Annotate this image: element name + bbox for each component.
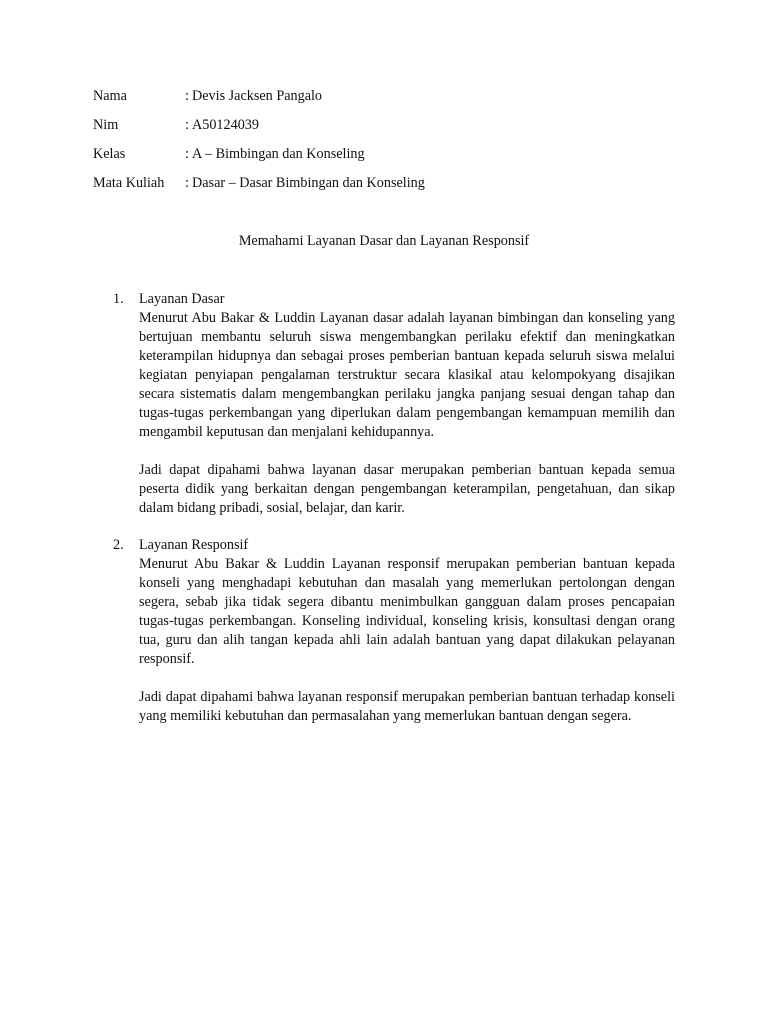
section-paragraph: Jadi dapat dipahami bahwa layanan responsif merupakan pemberian bantuan terhadap konseli yang memiliki kebutuhan dan permasalahan yang memerlukan bantuan dengan segera. bbox=[139, 689, 675, 724]
section-paragraph: Menurut Abu Bakar & Luddin Layanan responsif merupakan pemberian bantuan kepada konseli yang menghadapi kebutuhan dan masalah yang memerlukan pertolongan dengan segera, sebab jika tidak segera dibantu menimbulkan gangguan dalam proses pencapaian tugas-tugas perkembangan. Konseling individual, konseling krisis, konsultasi dengan orang tua, guru dan alih tangan kepada ahli lain adalah bantuan yang dapat dilakukan pelayanan responsif. bbox=[139, 556, 675, 667]
info-row-kelas bbox=[93, 144, 693, 173]
info-separator: : bbox=[185, 117, 189, 133]
info-separator: : bbox=[185, 88, 189, 104]
info-row-nama bbox=[93, 86, 693, 115]
info-label: Mata Kuliah bbox=[93, 175, 165, 191]
section-list bbox=[113, 290, 675, 726]
section-heading: Layanan Responsif bbox=[139, 537, 249, 553]
info-separator: : bbox=[185, 175, 189, 191]
section-heading: Layanan Dasar bbox=[139, 291, 225, 307]
section-paragraph: Jadi dapat dipahami bahwa layanan dasar merupakan pemberian bantuan kepada semua peserta didik yang berkaitan dengan pengembangan keterampilan, pengetahuan, dan sikap dalam bidang pribadi, sosial, belajar, dan karir. bbox=[139, 462, 675, 516]
info-value: A50124039 bbox=[192, 117, 259, 133]
info-label: Kelas bbox=[93, 146, 126, 162]
document-title: Memahami Layanan Dasar dan Layanan Responsif bbox=[238, 233, 530, 249]
section-layanan-responsif bbox=[113, 536, 675, 726]
info-value: Dasar – Dasar Bimbingan dan Konseling bbox=[192, 175, 425, 191]
section-number: 2. bbox=[113, 537, 124, 553]
section-number: 1. bbox=[113, 291, 124, 307]
section-layanan-dasar bbox=[113, 290, 675, 518]
info-row-nim bbox=[93, 115, 693, 144]
student-info bbox=[93, 86, 693, 202]
info-value: Devis Jacksen Pangalo bbox=[192, 88, 323, 104]
info-separator: : bbox=[185, 146, 189, 162]
info-row-mata-kuliah bbox=[93, 173, 693, 202]
section-paragraph: Menurut Abu Bakar & Luddin Layanan dasar adalah layanan bimbingan dan konseling yang bertujuan membantu seluruh siswa mengembangkan perilaku efektif dan meningkatkan keterampilan hidupnya dan sebagai proses pemberian bantuan kepada seluruh siswa melalui kegiatan penyiapan pengalaman terstruktur secara klasikal atau kelompokyang disajikan secara sistematis dalam mengembangkan perilaku jangka panjang sesuai dengan tahap dan tugas-tugas perkembangan yang diperlukan dalam pengembangan kemampuan memilih dan mengambil keputusan dan menjalani kehidupannya. bbox=[139, 310, 675, 440]
info-label: Nama bbox=[93, 88, 127, 104]
info-value: A – Bimbingan dan Konseling bbox=[192, 146, 365, 162]
info-label: Nim bbox=[93, 117, 119, 133]
